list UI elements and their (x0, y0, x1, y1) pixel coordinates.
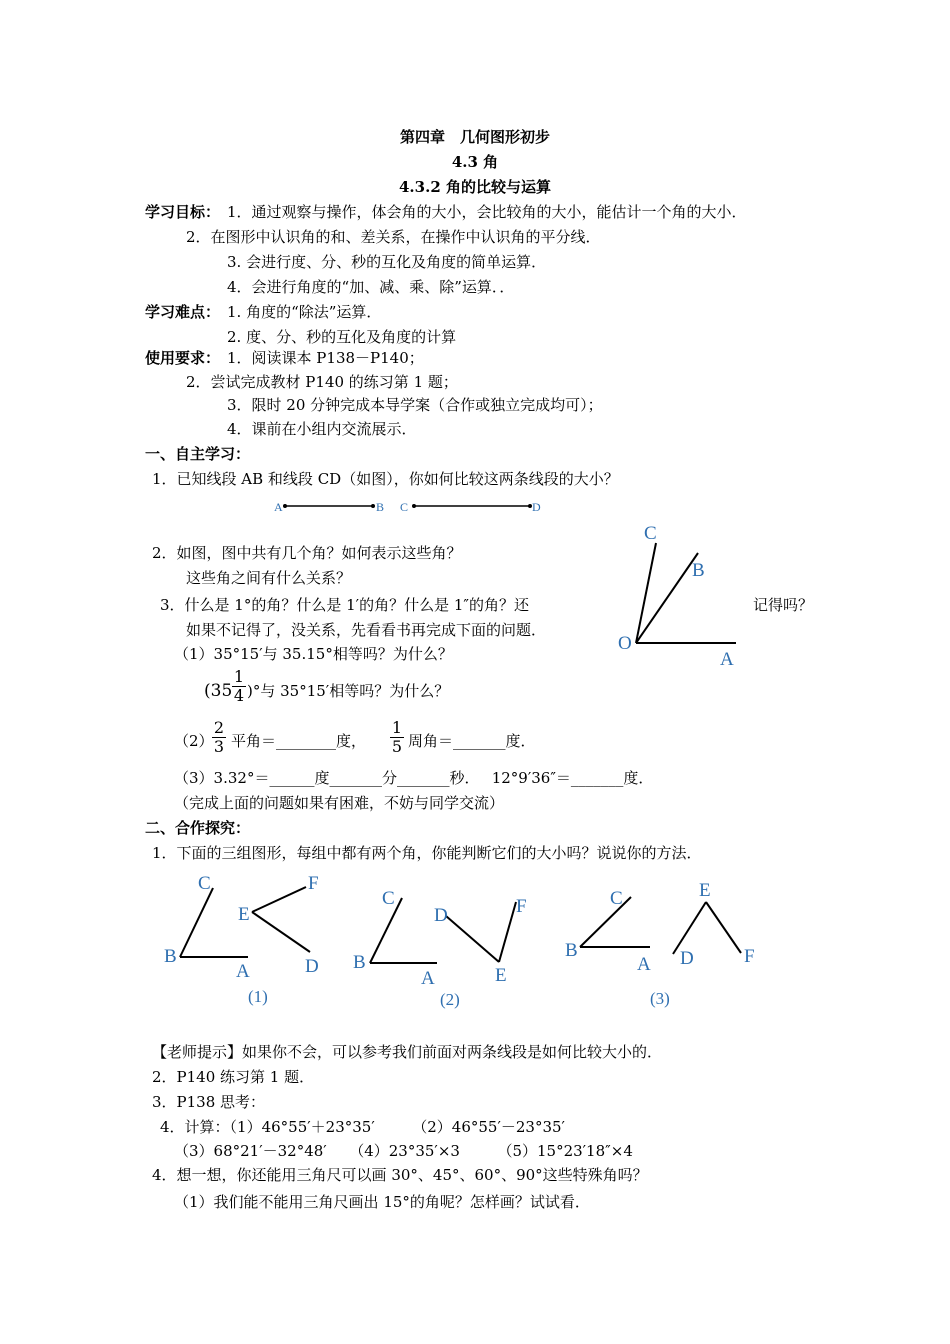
sub-question-label: （2） (174, 732, 214, 750)
label-d: D (532, 500, 541, 514)
requirements-label: 使用要求： (145, 349, 221, 367)
label-d: D (680, 948, 694, 969)
requirement-item: 3．限时 20 分钟完成本导学案（合作或独立完成均可）； (227, 396, 603, 414)
goal-item: 4．会进行角度的“加、减、乘、除”运算．． (227, 278, 515, 296)
difficulties-label: 学习难点： (145, 303, 221, 321)
question: 2．如图，图中共有几个角？如何表示这些角？ (152, 544, 462, 562)
section-title: 4.3 角 (451, 153, 499, 171)
question: 4．想一想，你还能用三角尺可以画 30°、45°、60°、90°这些特殊角吗？ (152, 1166, 648, 1184)
fraction-denominator: 3 (213, 737, 225, 756)
sub-question: （1）我们能不能用三角尺画出 15°的角呢？怎样画？试试看． (174, 1193, 590, 1211)
goal-item: 3. 会进行度、分、秒的互化及角度的简单运算． (227, 253, 547, 271)
label-b: B (353, 952, 366, 973)
label-a: A (421, 968, 435, 989)
sub-question: )°与 35°15′相等吗？为什么？ (247, 682, 450, 700)
fraction-denominator: 4 (233, 686, 245, 705)
teacher-hint: 【老师提示】如果你不会，可以参考我们前面对两条线段是如何比较大小的． (152, 1043, 663, 1061)
chapter-title: 第四章 几何图形初步 (399, 128, 550, 146)
fraction-numerator: 1 (233, 667, 245, 686)
question: 3．什么是 1°的角？什么是 1′的角？什么是 1″的角？还 (160, 596, 529, 614)
note: （完成上面的问题如果有困难，不妨与同学交流） (174, 794, 505, 812)
label-b: B (565, 940, 578, 961)
label-a: A (236, 961, 250, 982)
fraction-one-fifth (390, 719, 404, 756)
segments-figure (270, 495, 550, 517)
sub-question: 周角＝_______度． (408, 732, 536, 750)
part1-title: 一、自主学习： (145, 445, 251, 463)
fraction-numerator: 2 (213, 718, 225, 737)
question-cont: 如果不记得了，没关系，先看看书再完成下面的问题． (186, 621, 547, 639)
sub-question: 平角＝________度， (231, 732, 367, 750)
question: 2．P140 练习第 1 题． (152, 1068, 315, 1086)
label-d: D (434, 905, 448, 926)
sub-question: （3）3.32°＝______度_______分_______秒． 12°9′36″＝_______度． (174, 769, 654, 787)
question: 1．下面的三组图形，每组中都有两个角，你能判断它们的大小吗？说说你的方法． (152, 844, 702, 862)
figure-label: (3) (650, 989, 670, 1008)
fraction-two-thirds (212, 719, 226, 756)
label-b: B (376, 500, 385, 514)
label-e: E (238, 904, 250, 925)
question-cont: 这些角之间有什么关系？ (186, 569, 352, 587)
fraction-numerator: 1 (391, 718, 403, 737)
question: 1．已知线段 AB 和线段 CD（如图），你如何比较这两条线段的大小？ (152, 470, 619, 488)
label-o: O (618, 633, 632, 654)
label-c: C (644, 523, 657, 544)
sub-question: （1）35°15′与 35.15°相等吗？为什么？ (174, 645, 453, 663)
label-f: F (516, 896, 527, 917)
label-b: B (164, 946, 177, 967)
requirement-item: 4．课前在小组内交流展示． (227, 420, 417, 438)
label-c: C (198, 873, 211, 894)
difficulty-item: 2. 度、分、秒的互化及角度的计算 (227, 328, 457, 346)
fraction-quarter (232, 668, 246, 705)
label-e: E (699, 880, 711, 901)
figure-label: (1) (248, 987, 268, 1006)
requirement-item: 1．阅读课本 P138－P140； (227, 349, 424, 367)
figure-label: (2) (440, 990, 460, 1009)
subsection-title: 4.3.2 角的比较与运算 (399, 178, 551, 196)
goal-item: 2．在图形中认识角的和、差关系，在操作中认识角的平分线． (186, 228, 601, 246)
label-b: B (692, 560, 705, 581)
label-a: A (720, 649, 734, 670)
question-end: 记得吗？ (753, 596, 814, 614)
label-c: C (400, 500, 409, 514)
goal-item: 1．通过观察与操作，体会角的大小，会比较角的大小，能估计一个角的大小． (227, 203, 747, 221)
fraction-denominator: 5 (391, 737, 403, 756)
label-f: F (744, 946, 755, 967)
label-d: D (305, 956, 319, 977)
requirement-item: 2．尝试完成教材 P140 的练习第 1 题； (186, 373, 458, 391)
difficulty-item: 1. 角度的“除法”运算． (227, 303, 382, 321)
label-a: A (274, 500, 283, 514)
calculation-row: 4．计算：（1）46°55′＋23°35′ （2）46°55′－23°35′ (160, 1118, 565, 1136)
question: 3．P138 思考： (152, 1093, 266, 1111)
goals-label: 学习目标： (145, 203, 221, 221)
rays-figure (612, 515, 752, 675)
label-c: C (382, 888, 395, 909)
mixed-number-whole: (35 (204, 681, 233, 701)
label-f: F (308, 873, 319, 894)
part2-title: 二、合作探究： (145, 819, 251, 837)
label-c: C (610, 888, 623, 909)
label-a: A (637, 954, 651, 975)
label-e: E (495, 965, 507, 986)
calculation-row: （3）68°21′－32°48′ （4）23°35′×3 （5）15°23′18″×4 (174, 1142, 633, 1160)
angle-groups-figure (150, 865, 800, 1015)
